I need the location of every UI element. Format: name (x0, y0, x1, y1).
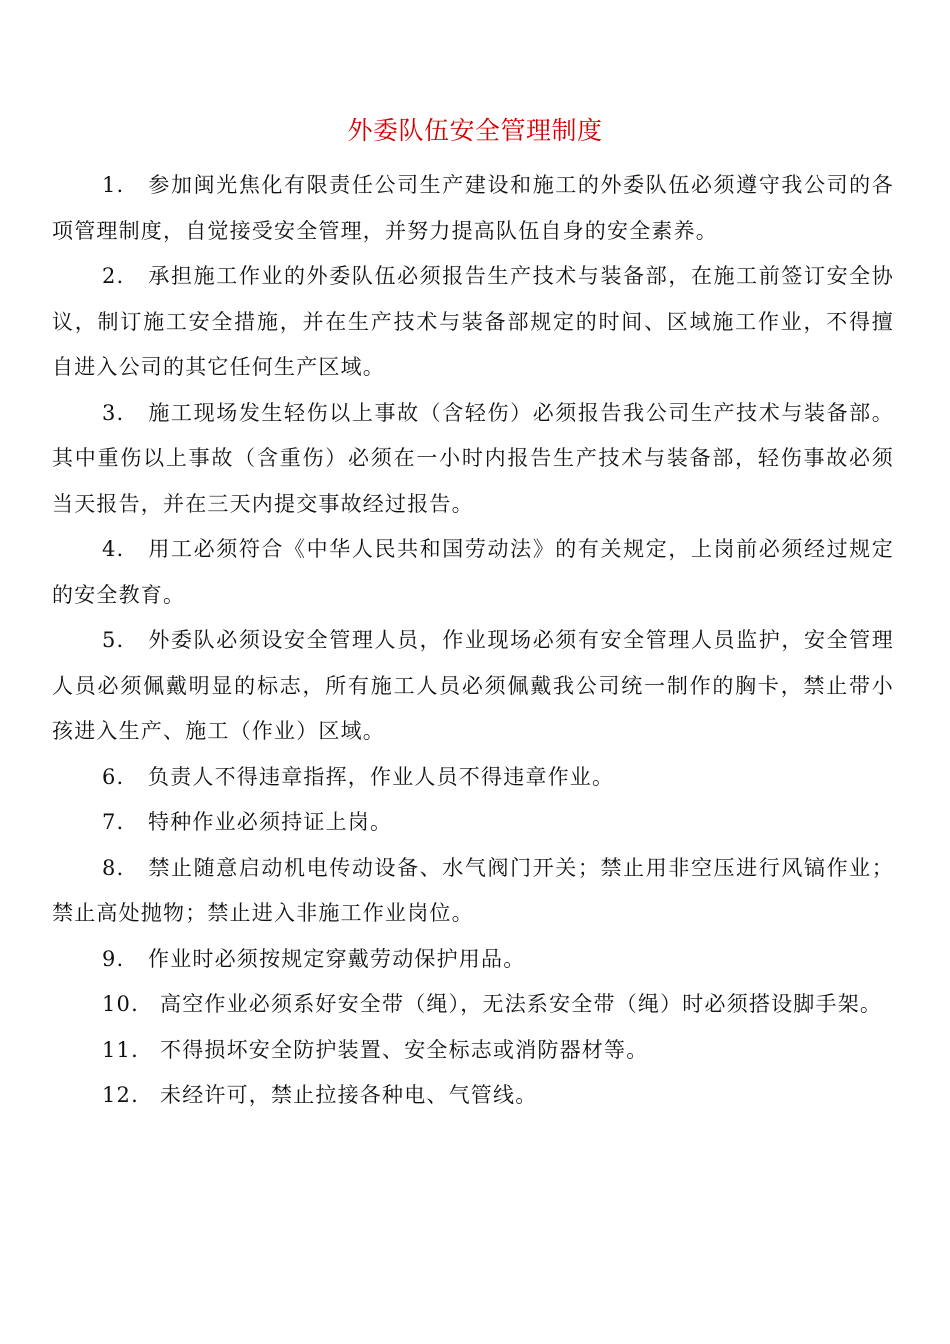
item-number: 2. (102, 264, 125, 288)
item-text: 负责人不得违章指挥，作业人员不得违章作业。 (148, 764, 615, 789)
item-number: 3. (102, 400, 125, 425)
item-text: 用工必须符合《中华人民共和国劳动法》的有关规定，上岗前必须经过规定的安全教育。 (52, 537, 894, 607)
item-number: 11. (102, 1037, 139, 1062)
item-number: 5. (102, 628, 125, 652)
list-item (52, 254, 894, 391)
item-number: 12. (102, 1083, 139, 1107)
item-text: 未经许可，禁止拉接各种电、气管线。 (160, 1083, 538, 1107)
item-number: 6. (102, 764, 125, 789)
item-number: 4. (102, 537, 125, 561)
item-text: 作业时必须按规定穿戴劳动保护用品。 (148, 946, 526, 971)
item-text: 外委队必须设安全管理人员，作业现场必须有安全管理人员监护，安全管理人员必须佩戴明显的标志，所有施工人员必须佩戴我公司统一制作的胸卡，禁止带小孩进入生产、施工（作业）区域。 (52, 628, 894, 743)
document-body (52, 163, 894, 1119)
list-item (52, 937, 894, 983)
list-item (52, 391, 894, 528)
item-number: 1. (102, 173, 125, 197)
list-item (52, 846, 894, 937)
item-text: 参加闽光焦化有限责任公司生产建设和施工的外委队伍必须遵守我公司的各项管理制度，自觉接受安全管理，并努力提高队伍自身的安全素养。 (52, 173, 894, 243)
item-number: 10. (102, 992, 139, 1016)
list-item (52, 982, 894, 1028)
list-item (52, 800, 894, 846)
item-number: 7. (102, 810, 125, 834)
item-number: 9. (102, 946, 125, 971)
item-text: 施工现场发生轻伤以上事故（含轻伤）必须报告我公司生产技术与装备部。其中重伤以上事故（含重伤）必须在一小时内报告生产技术与装备部，轻伤事故必须当天报告，并在三天内提交事故经过报告。 (52, 400, 894, 516)
item-text: 承担施工作业的外委队伍必须报告生产技术与装备部，在施工前签订安全协议，制订施工安全措施，并在生产技术与装备部规定的时间、区域施工作业，不得擅自进入公司的其它任何生产区域。 (52, 264, 894, 379)
list-item (52, 163, 894, 254)
item-text: 高空作业必须系好安全带（绳），无法系安全带（绳）时必须搭设脚手架。 (160, 992, 883, 1016)
list-item (52, 618, 894, 755)
item-text: 特种作业必须持证上岗。 (148, 810, 393, 834)
item-text: 禁止随意启动机电传动设备、水气阀门开关；禁止用非空压进行风镐作业；禁止高处抛物；禁止进入非施工作业岗位。 (52, 855, 894, 925)
document-title: 外委队伍安全管理制度 (347, 116, 603, 145)
list-item (52, 755, 894, 801)
list-item (52, 1028, 894, 1074)
list-item (52, 527, 894, 618)
list-item (52, 1073, 894, 1119)
item-number: 8. (102, 855, 125, 880)
item-text: 不得损坏安全防护装置、安全标志或消防器材等。 (160, 1037, 649, 1062)
